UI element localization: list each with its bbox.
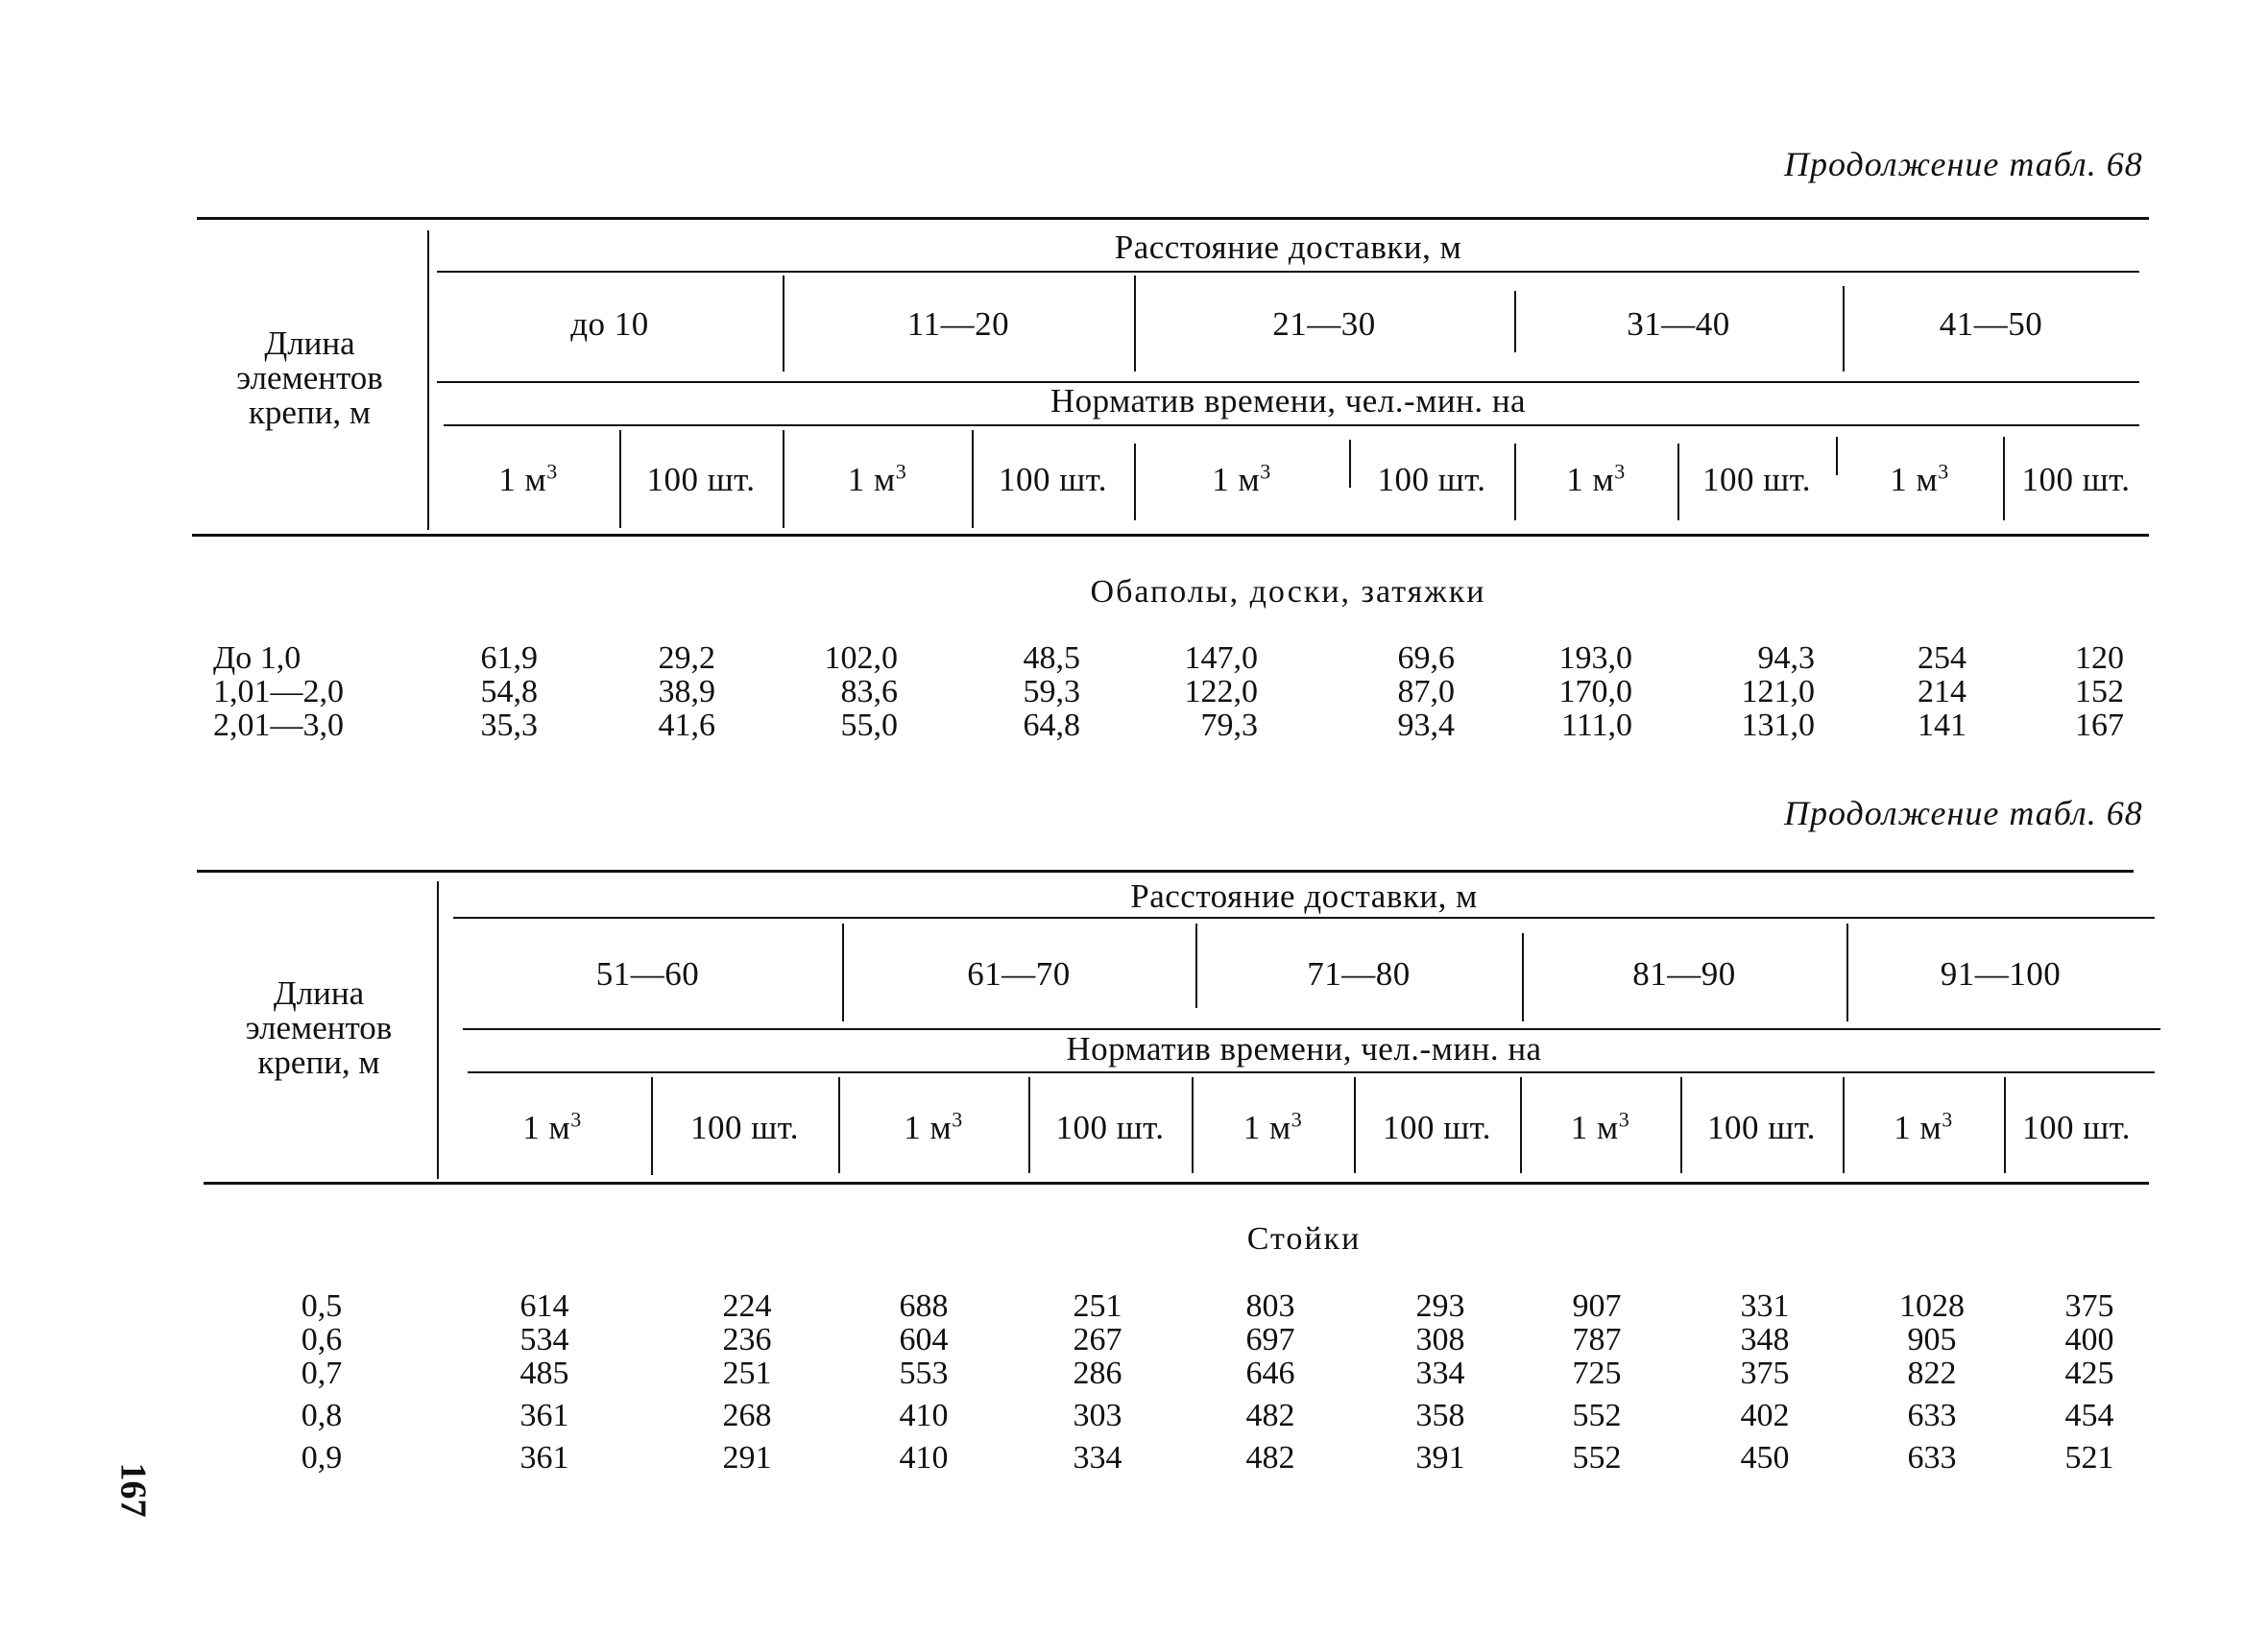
- t1-cell-r1-c1: 61,9: [480, 640, 538, 676]
- t2-cell-r3-c2: 251: [722, 1356, 772, 1391]
- t2-top-rule: [197, 870, 2134, 873]
- page-number: 167: [112, 1462, 154, 1518]
- t1-norm-rule: [444, 424, 2139, 426]
- t1-row-label-2: 1,01—2,0: [213, 674, 344, 709]
- t2-row-label-4: 0,8: [301, 1398, 343, 1433]
- t1-unit-3-text: 1 м: [847, 461, 896, 498]
- t2-cell-r2-c4: 267: [1073, 1322, 1122, 1357]
- t2-cell-r5-c10: 521: [2064, 1440, 2114, 1476]
- t2-unit-9-sup: 3: [1942, 1107, 1953, 1132]
- t2-unit-3: [838, 1109, 1028, 1147]
- t2-norm-rule: [468, 1071, 2155, 1073]
- t1-row-header-line2: элементов: [236, 359, 383, 396]
- t2-cell-r4-c10: 454: [2064, 1398, 2114, 1433]
- t1-cell-r2-c9: 214: [1918, 674, 1966, 709]
- t2-cell-r2-c8: 348: [1740, 1322, 1790, 1357]
- t1-cell-r3-c9: 141: [1918, 708, 1966, 743]
- t2-row-label-2: 0,6: [301, 1322, 343, 1357]
- t2-cell-r5-c3: 410: [899, 1440, 949, 1476]
- t1-cell-r1-c6: 69,6: [1397, 640, 1455, 676]
- t2-cell-r4-c4: 303: [1073, 1398, 1122, 1433]
- t1-row-header: [206, 326, 413, 430]
- t2-unit-4: 100 шт.: [1055, 1109, 1165, 1146]
- t2-cell-r2-c5: 697: [1245, 1322, 1295, 1357]
- t2-stub-divider: [437, 881, 439, 1179]
- t2-cell-r3-c6: 334: [1415, 1356, 1465, 1391]
- t1-unit-9: [1836, 461, 2003, 499]
- t1-unit-6: 100 шт.: [1377, 461, 1486, 498]
- t2-cell-r5-c1: 361: [519, 1440, 569, 1476]
- t2-row-label-1: 0,5: [301, 1288, 343, 1324]
- t1-unit-5-text: 1 м: [1212, 461, 1261, 498]
- t1-unit-9-text: 1 м: [1890, 461, 1939, 498]
- t2-unit-6: 100 шт.: [1382, 1109, 1492, 1146]
- t2-row-label-3: 0,7: [301, 1356, 343, 1391]
- t1-range-4: 31—40: [1627, 305, 1730, 343]
- t2-cell-r3-c9: 822: [1907, 1356, 1957, 1391]
- t1-cell-r1-c8: 94,3: [1757, 640, 1815, 676]
- t1-cell-r2-c10: 152: [2075, 674, 2124, 709]
- t2-cell-r2-c7: 787: [1572, 1322, 1622, 1357]
- t1-cell-r2-c6: 87,0: [1397, 674, 1455, 709]
- t2-unit-5-sup: 3: [1291, 1107, 1303, 1132]
- t2-row-header-line1: Длина: [273, 974, 365, 1012]
- t1-cell-r3-c6: 93,4: [1397, 708, 1455, 743]
- t1-cell-r3-c7: 111,0: [1561, 708, 1632, 743]
- t1-cell-r1-c4: 48,5: [1023, 640, 1080, 676]
- t2-cell-r1-c6: 293: [1415, 1288, 1465, 1324]
- t2-unit-3-text: 1 м: [904, 1109, 953, 1146]
- t2-cell-r2-c1: 534: [519, 1322, 569, 1357]
- t2-cell-r5-c5: 482: [1245, 1440, 1295, 1476]
- t1-cell-r3-c8: 131,0: [1741, 708, 1815, 743]
- t2-cell-r1-c9: 1028: [1899, 1288, 1965, 1324]
- t2-unit-7-text: 1 м: [1570, 1109, 1619, 1146]
- t1-cell-r1-c3: 102,0: [824, 640, 898, 676]
- t2-row-header-line2: элементов: [245, 1009, 393, 1046]
- t1-cell-r2-c2: 38,9: [658, 674, 715, 709]
- t1-stub-divider: [427, 230, 429, 530]
- t2-cell-r1-c1: 614: [519, 1288, 569, 1324]
- t1-range-5: 41—50: [1939, 305, 2043, 343]
- t2-cell-r3-c4: 286: [1073, 1356, 1122, 1391]
- t1-unit-7-text: 1 м: [1566, 461, 1615, 498]
- t1-dist-rule: [437, 271, 2139, 273]
- t1-row-label-3: 2,01—3,0: [213, 708, 344, 743]
- t1-cell-r3-c5: 79,3: [1200, 708, 1258, 743]
- t2-cell-r1-c5: 803: [1245, 1288, 1295, 1324]
- t2-unit-3-sup: 3: [952, 1107, 963, 1132]
- t1-cell-r1-c2: 29,2: [658, 640, 715, 676]
- t1-range-2: 11—20: [906, 305, 1010, 343]
- t2-cell-r2-c3: 604: [899, 1322, 949, 1357]
- t2-cell-r4-c1: 361: [519, 1398, 569, 1433]
- t2-cell-r3-c3: 553: [899, 1356, 949, 1391]
- t2-cell-r2-c6: 308: [1415, 1322, 1465, 1357]
- t2-bottom-rule: [204, 1182, 2149, 1185]
- t1-cell-r3-c4: 64,8: [1023, 708, 1080, 743]
- t1-cell-r2-c4: 59,3: [1023, 674, 1080, 709]
- t2-unit-9-text: 1 м: [1894, 1109, 1942, 1146]
- t1-cell-r2-c7: 170,0: [1558, 674, 1632, 709]
- t1-cell-r2-c1: 54,8: [480, 674, 538, 709]
- t2-cell-r4-c8: 402: [1740, 1398, 1790, 1433]
- t2-unit-5-text: 1 м: [1243, 1109, 1291, 1146]
- t2-cell-r1-c4: 251: [1073, 1288, 1122, 1324]
- t1-unit-1-sup: 3: [546, 459, 558, 484]
- t2-unit-7-sup: 3: [1618, 1107, 1630, 1132]
- t2-unit-9: [1843, 1109, 2004, 1147]
- t2-section-title: Стойки: [1246, 1221, 1362, 1257]
- t1-cell-r3-c10: 167: [2075, 708, 2124, 743]
- t1-cell-r2-c5: 122,0: [1184, 674, 1258, 709]
- t2-unit-2: 100 шт.: [689, 1109, 800, 1146]
- t1-row-label-1: До 1,0: [213, 640, 302, 676]
- t2-cell-r5-c2: 291: [722, 1440, 772, 1476]
- t2-row-header: [213, 976, 424, 1080]
- t2-unit-1-text: 1 м: [522, 1109, 571, 1146]
- t2-cell-r1-c3: 688: [899, 1288, 949, 1324]
- t2-cell-r4-c7: 552: [1572, 1398, 1622, 1433]
- t2-cell-r3-c1: 485: [519, 1356, 569, 1391]
- t1-unit-1-text: 1 м: [498, 461, 547, 498]
- t2-unit-8: 100 шт.: [1706, 1109, 1817, 1146]
- t2-cell-r4-c3: 410: [899, 1398, 949, 1433]
- t1-cell-r1-c5: 147,0: [1184, 640, 1258, 676]
- t2-distance-header: Расстояние доставки, м: [1130, 877, 1478, 915]
- t1-unit-3: [783, 461, 972, 499]
- t1-cell-r1-c10: 120: [2075, 640, 2124, 676]
- t2-cell-r1-c2: 224: [722, 1288, 772, 1324]
- t2-cell-r4-c5: 482: [1245, 1398, 1295, 1433]
- t1-cell-r1-c9: 254: [1918, 640, 1966, 676]
- t1-unit-4: 100 шт.: [998, 461, 1108, 498]
- t2-unit-10: 100 шт.: [2021, 1109, 2132, 1146]
- t1-norm-header: Норматив времени, чел.-мин. на: [1050, 382, 1527, 420]
- t1-cell-r3-c2: 41,6: [658, 708, 715, 743]
- t1-unit-7-sup: 3: [1614, 459, 1626, 484]
- t2-norm-header: Норматив времени, чел.-мин. на: [1066, 1030, 1542, 1068]
- t2-cell-r2-c2: 236: [722, 1322, 772, 1357]
- t1-unit-9-sup: 3: [1938, 459, 1949, 484]
- t2-range-4: 81—90: [1632, 955, 1736, 993]
- t2-cell-r2-c9: 905: [1907, 1322, 1957, 1357]
- table2-caption: Продолжение табл. 68: [1784, 794, 2143, 832]
- t2-range-5: 91—100: [1940, 955, 2062, 993]
- t1-top-rule: [197, 217, 2149, 220]
- t1-unit-7: [1514, 461, 1677, 499]
- t1-unit-5: [1134, 461, 1349, 499]
- t1-unit-3-sup: 3: [895, 459, 907, 484]
- t2-range-2: 61—70: [967, 955, 1071, 993]
- t1-cell-r2-c3: 83,6: [840, 674, 898, 709]
- t2-unit-1-sup: 3: [570, 1107, 582, 1132]
- t1-range-3: 21—30: [1272, 305, 1376, 343]
- t1-cell-r2-c8: 121,0: [1741, 674, 1815, 709]
- t1-distance-header: Расстояние доставки, м: [1114, 228, 1462, 266]
- t2-unit-5: [1192, 1109, 1354, 1147]
- t1-bottom-rule: [192, 534, 2149, 537]
- t2-cell-r1-c10: 375: [2064, 1288, 2114, 1324]
- t2-cell-r5-c9: 633: [1907, 1440, 1957, 1476]
- t2-cell-r1-c8: 331: [1740, 1288, 1790, 1324]
- t2-cell-r5-c8: 450: [1740, 1440, 1790, 1476]
- t2-cell-r3-c10: 425: [2064, 1356, 2114, 1391]
- t2-cell-r5-c4: 334: [1073, 1440, 1122, 1476]
- t2-cell-r5-c6: 391: [1415, 1440, 1465, 1476]
- t1-section-title: Обаполы, доски, затяжки: [1090, 574, 1486, 610]
- t1-cell-r1-c7: 193,0: [1558, 640, 1632, 676]
- t1-unit-10: 100 шт.: [2021, 461, 2131, 498]
- t2-cell-r3-c5: 646: [1245, 1356, 1295, 1391]
- t1-row-header-line1: Длина: [264, 324, 355, 362]
- t1-unit-8: 100 шт.: [1701, 461, 1812, 498]
- t2-row-label-5: 0,9: [301, 1440, 343, 1476]
- t1-row-header-line3: крепи, м: [248, 394, 372, 431]
- t2-cell-r1-c7: 907: [1572, 1288, 1622, 1324]
- t1-unit-1: [437, 461, 619, 499]
- t2-cell-r3-c8: 375: [1740, 1356, 1790, 1391]
- t2-range-3: 71—80: [1307, 955, 1411, 993]
- t2-range-1: 51—60: [595, 955, 700, 993]
- t2-cell-r4-c2: 268: [722, 1398, 772, 1433]
- t1-cell-r3-c1: 35,3: [480, 708, 538, 743]
- table1-caption: Продолжение табл. 68: [1784, 145, 2143, 183]
- t2-cell-r4-c9: 633: [1907, 1398, 1957, 1433]
- t1-unit-2: 100 шт.: [646, 461, 756, 498]
- t2-row-header-line3: крепи, м: [257, 1044, 380, 1081]
- t2-cell-r5-c7: 552: [1572, 1440, 1622, 1476]
- t2-cell-r2-c10: 400: [2064, 1322, 2114, 1357]
- t1-range-1: до 10: [570, 305, 649, 343]
- t2-cell-r3-c7: 725: [1572, 1356, 1622, 1391]
- t2-cell-r4-c6: 358: [1415, 1398, 1465, 1433]
- t1-cell-r3-c3: 55,0: [840, 708, 898, 743]
- t2-unit-7: [1520, 1109, 1680, 1147]
- t2-dist-rule: [453, 917, 2155, 919]
- t1-unit-5-sup: 3: [1260, 459, 1271, 484]
- t2-unit-1: [453, 1109, 651, 1147]
